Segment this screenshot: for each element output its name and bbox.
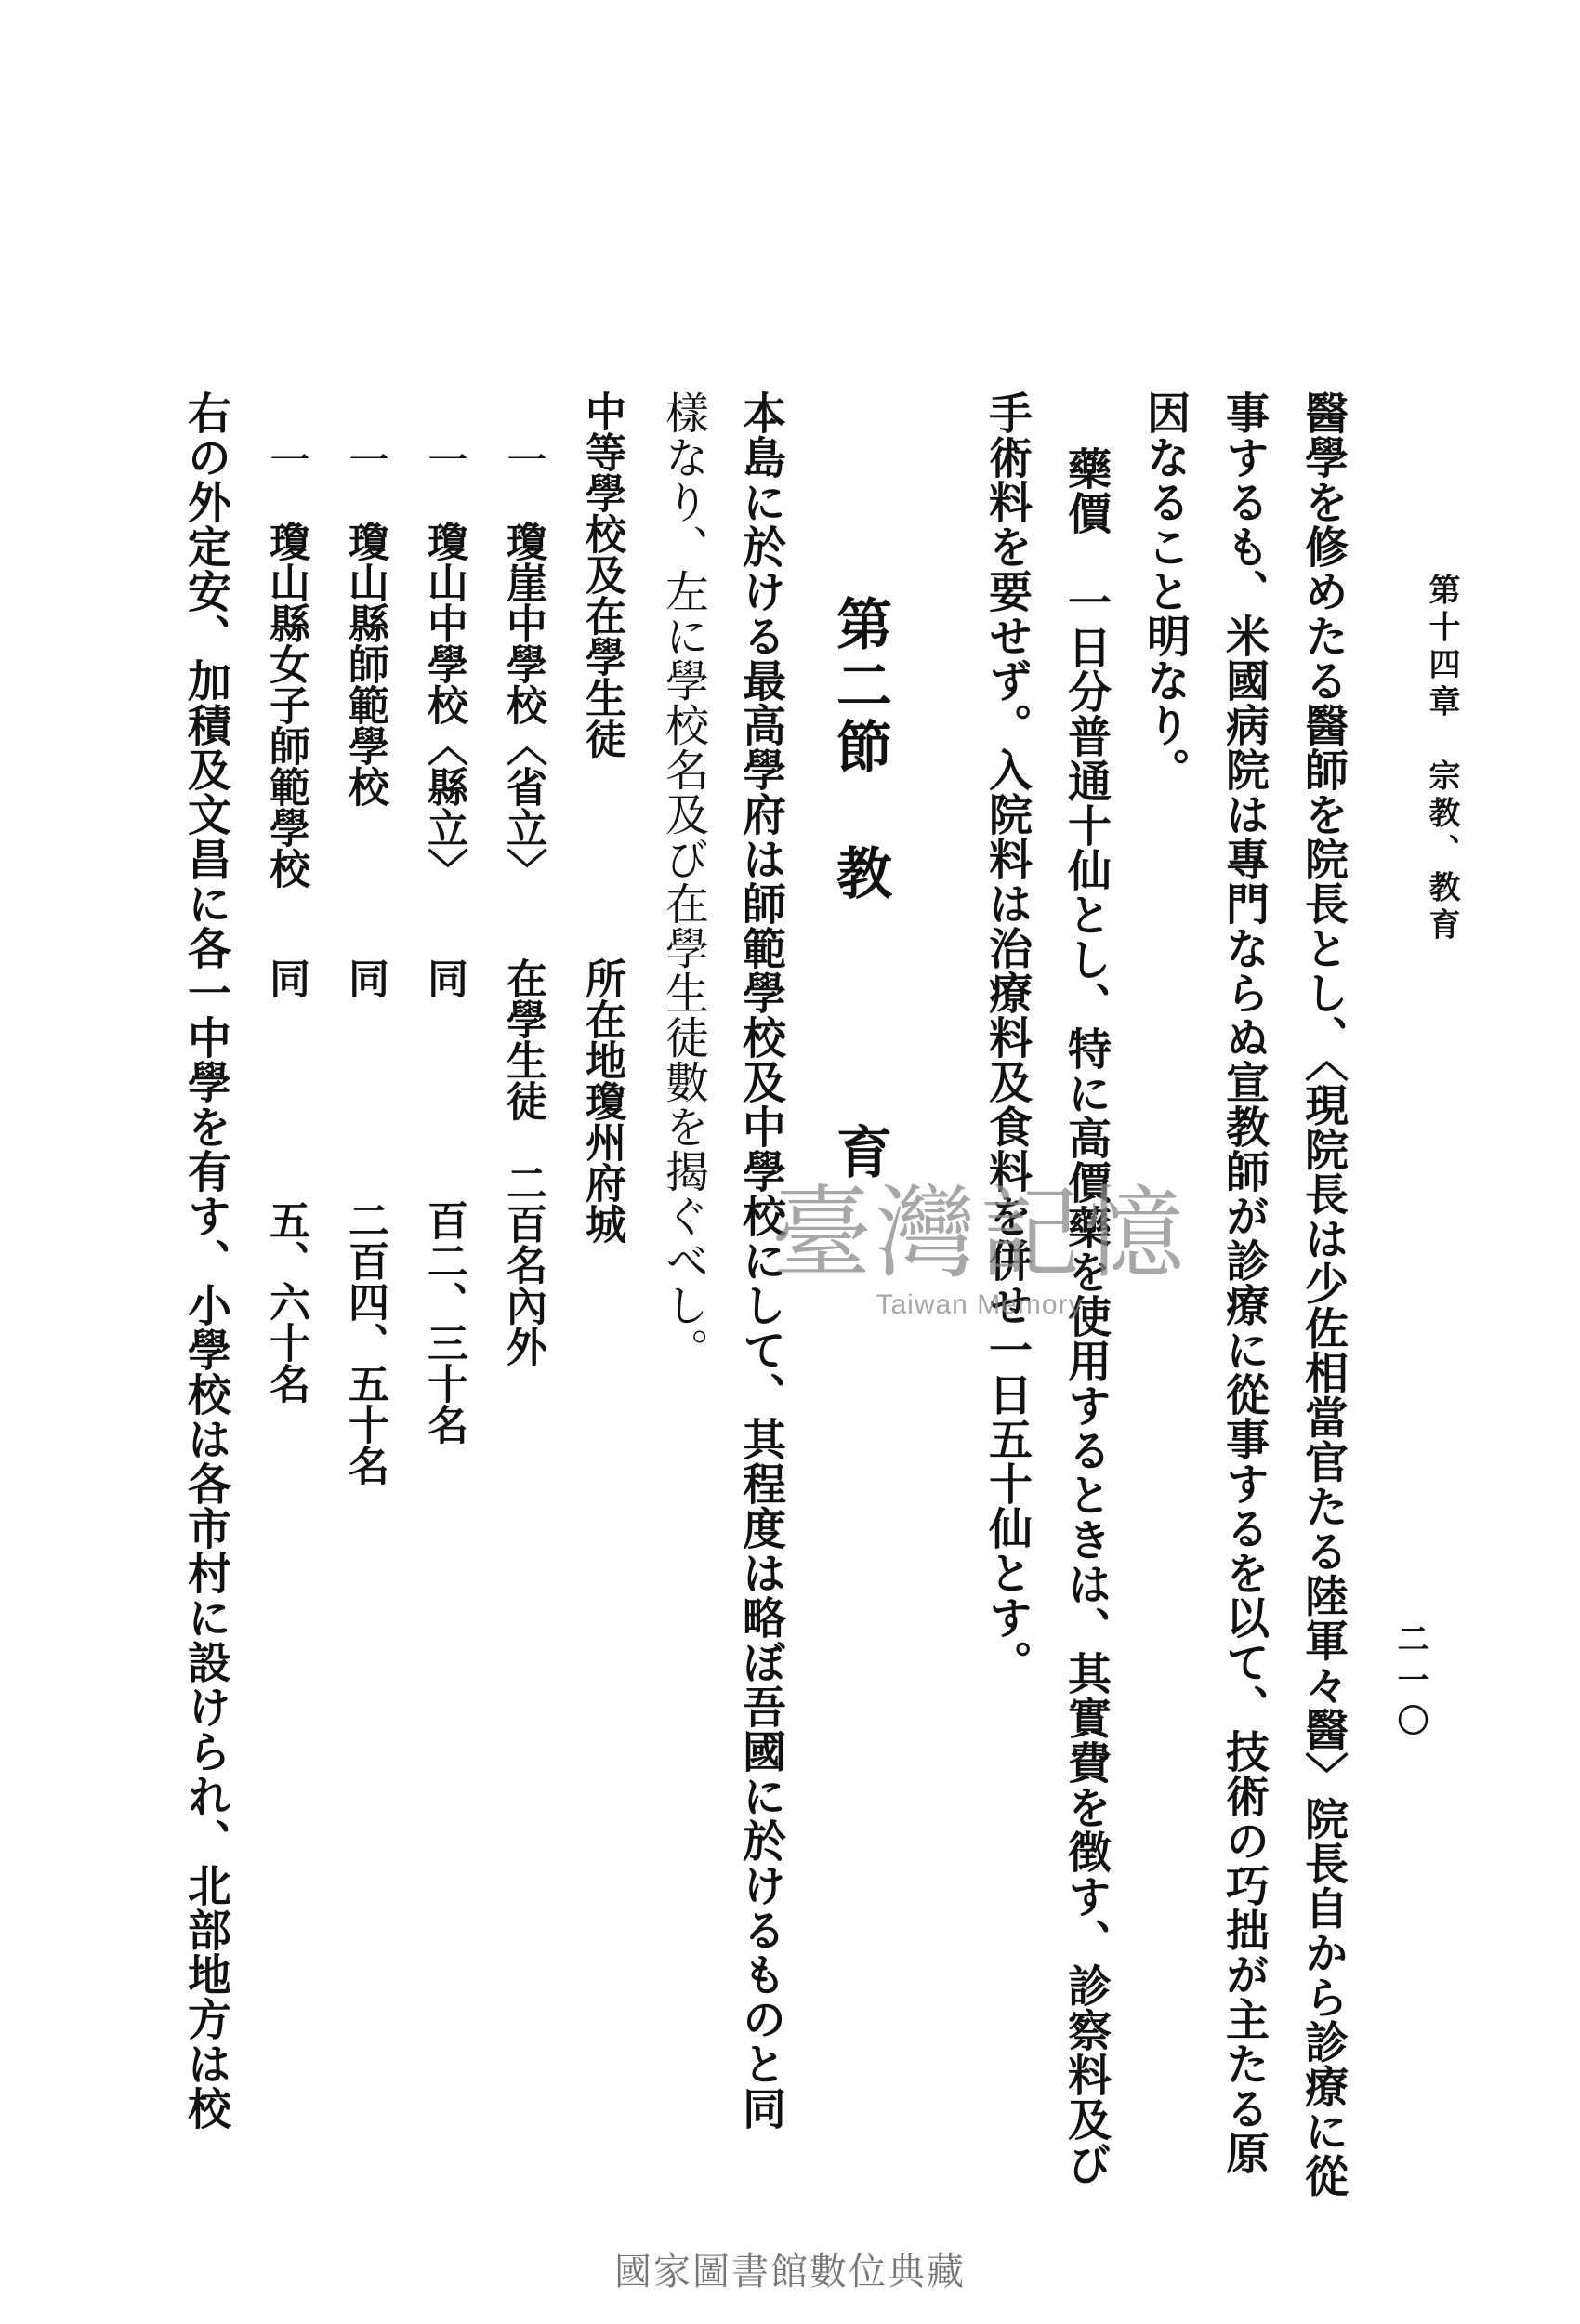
student-count-value: 五、六十名 — [262, 1199, 309, 1404]
watermark-chinese: 臺灣記憶 — [771, 1176, 1189, 1292]
row-bullet: 一 — [420, 439, 467, 480]
running-header — [1394, 507, 1489, 944]
body-column-4: 藥價 一日分普通十仙とし、特に高價藥を使用するときは、其實費を徴す、診察料及び — [1060, 446, 1112, 2186]
section-number: 第二節 — [827, 595, 892, 779]
chapter-title: 第十四章 宗教、教育 — [1423, 573, 1460, 945]
section-heading — [827, 595, 892, 1262]
student-count: 同 — [341, 957, 388, 998]
body-column-3: 因なること明なり。 — [1139, 390, 1191, 792]
page-number: 二一〇 — [1391, 1622, 1429, 1745]
closing-column-1: 右の外定安、加積及文昌に各一中學を有す、小學校は各市村に設けられ、北部地方は校 — [180, 390, 231, 2131]
student-count-value: 百二、三十名 — [420, 1199, 467, 1445]
row-bullet: 一 — [341, 439, 388, 480]
student-count-value: 二百四、五十名 — [341, 1199, 388, 1486]
education-column-1: 本島に於ける最高學府は師範學校及中學校にして、其程度は略ぼ吾國に於けるものと同 — [735, 390, 786, 2131]
table-location: 所在地瓊州府城 — [578, 957, 625, 1244]
section-title: 教 育 — [827, 844, 892, 1262]
body-column-5: 手術料を要せず。入院料は治療料及食料を併せ一日五十仙とす。 — [981, 390, 1033, 1684]
education-column-2: 樣なり、左に學校名及び在學生徒數を揭ぐべし。 — [658, 390, 709, 1372]
row-bullet: 一 — [262, 439, 309, 480]
student-count: 同 — [262, 957, 309, 998]
table-heading: 中等學校及在學生徒 — [578, 390, 625, 759]
body-column-2: 事するも、米國病院は專門ならぬ宣教師が診療に從事するを以て、技術の巧拙が主たる原 — [1218, 390, 1270, 2175]
student-count: 在學生徒 二百名內外 — [499, 957, 546, 1367]
school-name: 瓊山中學校〈縣立〉 — [420, 521, 467, 889]
watermark-english: Taiwan Memory — [876, 1289, 1084, 1320]
row-bullet: 一 — [499, 439, 546, 480]
school-name: 瓊山縣師範學校 — [341, 521, 388, 807]
body-column-1: 醫學を修めたる醫師を院長とし、〈現院長は少佐相當官たる陸軍々醫〉院長自から診療に從 — [1297, 390, 1349, 2199]
student-count: 同 — [420, 957, 467, 998]
school-name: 瓊崖中學校〈省立〉 — [499, 521, 546, 889]
school-name: 瓊山縣女子師範學校 — [262, 521, 309, 889]
footer-credit: 國家圖書館數位典藏 — [614, 2251, 966, 2293]
